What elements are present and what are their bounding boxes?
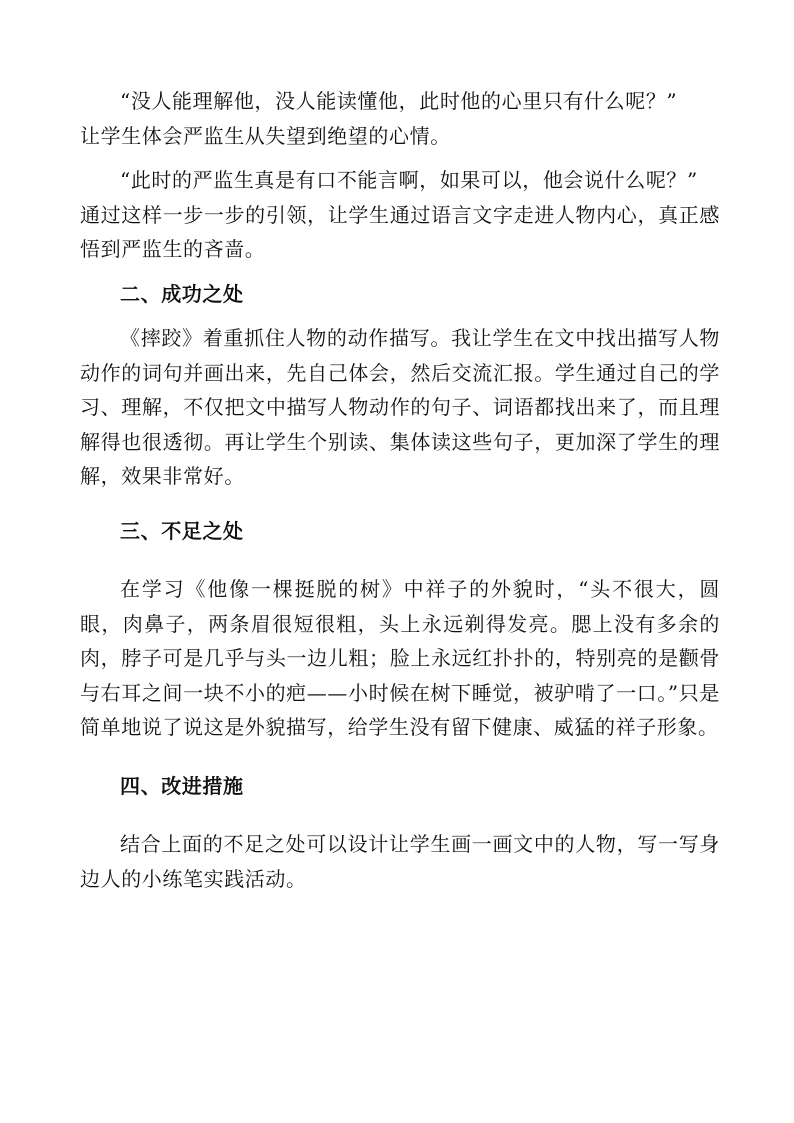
- heading-shortcomings: 三、不足之处: [120, 518, 244, 543]
- heading-success: 二、成功之处: [120, 281, 244, 306]
- paragraph-shortcomings-body: 在学习《他像一棵挺脱的树》中祥子的外貌时，“头不很大，圆眼，肉鼻子，两条眉很短很粗，头上永远剃得发亮。腮上没有多余的肉，脖子可是几乎与头一边儿粗；脸上永远红扑扑的，特别亮的是颧骨与右耳之间一块不小的疤——小时候在树下睡觉，被驴啃了一口。”只是简单地说了说这是外貌描写，给学生没有留下健康、威猛的祥子形象。: [80, 577, 720, 739]
- document-body: [80, 84, 720, 896]
- paragraph-explanation-1: 让学生体会严监生从失望到绝望的心情。: [80, 123, 451, 148]
- heading-improvements: 四、改进措施: [120, 773, 244, 798]
- paragraph-improvements-body: 结合上面的不足之处可以设计让学生画一画文中的人物，写一写身边人的小练笔实践活动。: [80, 832, 720, 891]
- paragraph-success-body: 《摔跤》着重抓住人物的动作描写。我让学生在文中找出描写人物动作的词句并画出来，先自己体会，然后交流汇报。学生通过自己的学习、理解，不仅把文中描写人物动作的句子、词语都找出来了，而且理解得也很透彻。再让学生个别读、集体读这些句子，更加深了学生的理解，效果非常好。: [80, 326, 720, 488]
- paragraph-question-2: “此时的严监生真是有口不能言啊，如果可以，他会说什么呢？”: [120, 168, 698, 192]
- paragraph-explanation-2: 通过这样一步一步的引领，让学生通过语言文字走进人物内心，真正感悟到严监生的吝啬。: [80, 202, 720, 261]
- paragraph-question-1: “没人能理解他，没人能读懂他，此时他的心里只有什么呢？”: [120, 89, 678, 113]
